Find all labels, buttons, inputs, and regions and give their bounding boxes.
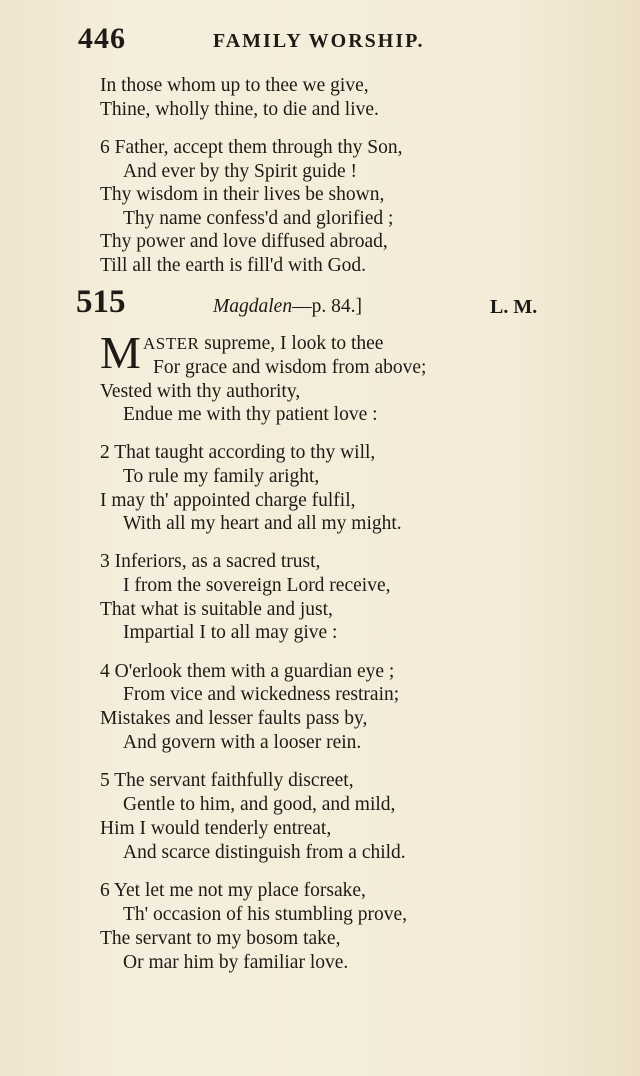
tune-reference (213, 296, 362, 318)
verse-line: To rule my family aright, (123, 466, 320, 487)
first-word-caps: ASTER (143, 334, 200, 353)
verse-line: And ever by thy Spirit guide ! (123, 161, 357, 182)
verse-line: And govern with a looser rein. (123, 732, 362, 753)
verse-line: Impartial I to all may give : (123, 622, 338, 643)
verse-line: From vice and wickedness restrain; (123, 684, 400, 705)
verse-line: I may th' appointed charge fulfil, (100, 490, 356, 511)
hymn-meter: L. M. (490, 296, 538, 318)
first-line (143, 332, 383, 356)
verse-line: In those whom up to thee we give, (100, 75, 369, 96)
verse-line: Thy wisdom in their lives be shown, (100, 184, 385, 205)
first-line-tail: supreme, I look to thee (199, 333, 384, 354)
verse-line: Vested with thy authority, (100, 381, 301, 402)
verse-line: Or mar him by familiar love. (123, 952, 349, 973)
verse-line: With all my heart and all my might. (123, 513, 402, 534)
running-title: FAMILY WORSHIP. (213, 30, 425, 52)
verse-line: Thy power and love diffused abroad, (100, 231, 388, 252)
verse-line: And scarce distinguish from a child. (123, 842, 406, 863)
verse-line: Thy name confess'd and glorified ; (123, 208, 394, 229)
verse-line: Mistakes and lesser faults pass by, (100, 708, 368, 729)
verse-line: The servant to my bosom take, (100, 928, 341, 949)
tune-page: —p. 84.] (292, 296, 362, 317)
verse-line: 4 O'erlook them with a guardian eye ; (100, 661, 395, 682)
hymn-number: 515 (76, 284, 126, 320)
verse-line: That what is suitable and just, (100, 599, 333, 620)
verse-line: 6 Father, accept them through thy Son, (100, 137, 403, 158)
verse-line: I from the sovereign Lord receive, (123, 575, 391, 596)
verse-line: 2 That taught according to thy will, (100, 442, 376, 463)
page-number: 446 (78, 22, 126, 55)
verse-line: Endue me with thy patient love : (123, 404, 378, 425)
tune-name: Magdalen (213, 296, 293, 317)
drop-cap: M (100, 327, 141, 378)
verse-line: Th' occasion of his stumbling prove, (123, 904, 408, 925)
verse-line: Gentle to him, and good, and mild, (123, 794, 396, 815)
verse-line: Thine, wholly thine, to die and live. (100, 99, 379, 120)
verse-line: 5 The servant faithfully discreet, (100, 770, 354, 791)
verse-line: 6 Yet let me not my place forsake, (100, 880, 366, 901)
page-header (78, 22, 598, 62)
verse-line: Till all the earth is fill'd with God. (100, 255, 367, 276)
verse-line: 3 Inferiors, as a sacred trust, (100, 551, 321, 572)
verse-line: Him I would tenderly entreat, (100, 818, 332, 839)
verse-line: For grace and wisdom from above; (153, 357, 427, 378)
